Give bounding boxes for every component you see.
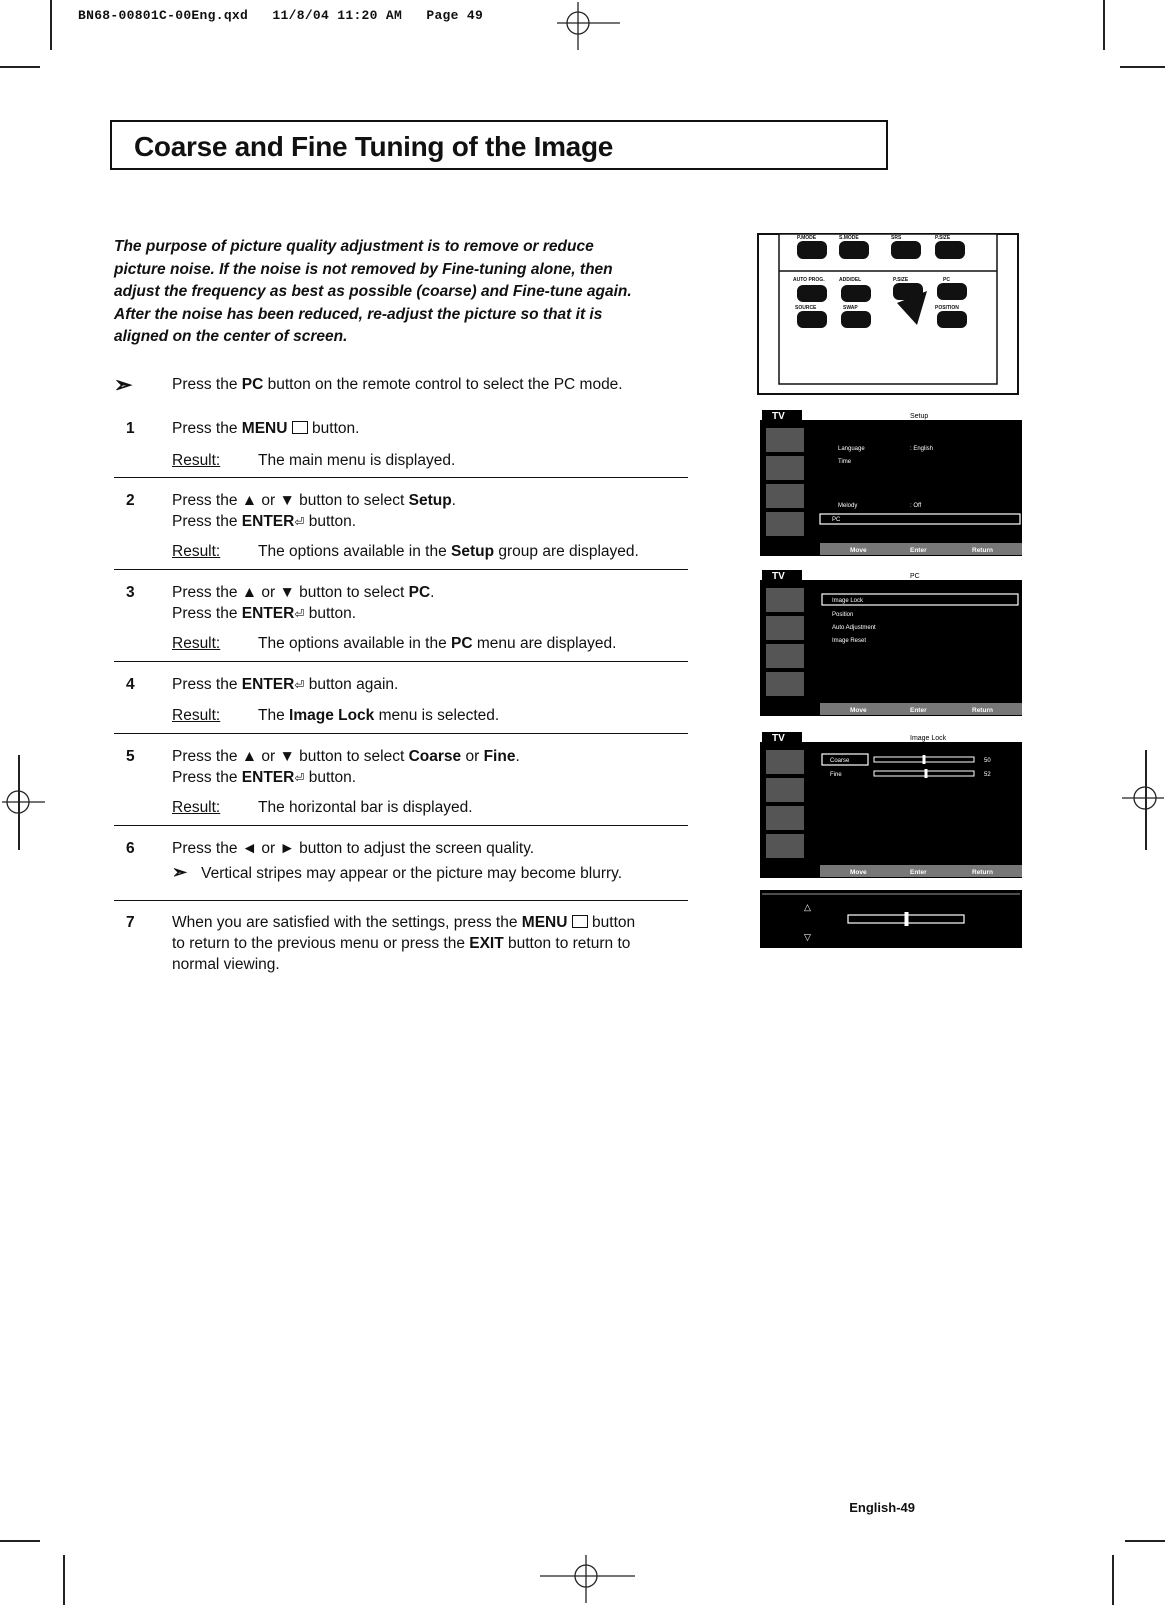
- crop-mark: [1103, 0, 1105, 50]
- step-divider: [114, 477, 688, 478]
- remote-label: P.MODE: [797, 235, 817, 241]
- osd-item-value: : English: [910, 446, 934, 452]
- down-arrow-icon: ▽: [804, 932, 811, 942]
- menu-icon: [572, 915, 588, 928]
- osd-footer-item: Enter: [910, 547, 927, 554]
- intro-line: aligned on the center of screen.: [114, 328, 348, 345]
- osd-tab-label: TV: [772, 733, 785, 744]
- remote-label: P.SIZE: [893, 277, 909, 283]
- crop-mark: [1125, 1540, 1165, 1542]
- fine-slider-knob: [925, 769, 928, 778]
- osd-footer-item: Move: [850, 547, 867, 554]
- osd-title: Image Lock: [910, 735, 947, 742]
- image-lock-screen: [760, 730, 1022, 878]
- intro-line: The purpose of picture quality adjustment is to remove or reduce: [114, 238, 594, 255]
- osd-item: Auto Adjustment: [832, 625, 876, 631]
- osd-item: Image Lock: [832, 598, 864, 604]
- crop-mark: [1120, 66, 1165, 68]
- remote-label: AUTO PROG.: [793, 277, 825, 283]
- note-arrow-icon: ➣: [172, 862, 188, 882]
- enter-icon: ⏎: [294, 607, 305, 621]
- crop-mark: [0, 66, 40, 68]
- pc-menu-screen: [760, 568, 1022, 716]
- remote-label: POSITION: [935, 305, 959, 311]
- osd-footer-item: Move: [850, 869, 867, 876]
- osd-item: Position: [832, 612, 854, 618]
- remote-label: SOURCE: [795, 305, 817, 311]
- step-divider: [114, 900, 688, 901]
- remote-label: P.SIZE: [935, 235, 951, 241]
- osd-footer-item: Enter: [910, 707, 927, 714]
- osd-item-value: 52: [984, 772, 991, 778]
- intro-line: picture noise. If the noise is not removed by Fine-tuning alone, then: [114, 260, 613, 278]
- step-divider: [114, 733, 688, 734]
- osd-footer-item: Enter: [910, 869, 927, 876]
- remote-label: PC: [943, 277, 950, 283]
- osd-tab-label: TV: [772, 571, 785, 582]
- remote-control-illustration: [757, 233, 1019, 395]
- step-divider: [114, 569, 688, 570]
- remote-label: SWAP: [843, 305, 858, 311]
- registration-mark: [555, 0, 625, 52]
- osd-item: Image Reset: [832, 638, 867, 644]
- osd-item: Coarse: [830, 758, 850, 764]
- osd-footer-item: Move: [850, 707, 867, 714]
- crop-mark: [1112, 1555, 1114, 1605]
- osd-footer-item: Return: [972, 547, 993, 554]
- registration-mark: [0, 782, 50, 832]
- osd-item: PC: [832, 517, 841, 523]
- registration-mark: [540, 1555, 640, 1605]
- osd-title: PC: [910, 573, 920, 580]
- menu-icon: [292, 421, 308, 434]
- osd-item: Time: [838, 459, 852, 465]
- osd-footer-item: Return: [972, 869, 993, 876]
- page-title: Coarse and Fine Tuning of the Image: [134, 131, 614, 162]
- page-number: English-49: [849, 1500, 915, 1515]
- enter-icon: ⏎: [294, 771, 305, 785]
- crop-mark: [50, 0, 52, 50]
- step-divider: [114, 661, 688, 662]
- osd-footer-item: Return: [972, 707, 993, 714]
- page-title-box: [110, 120, 888, 170]
- remote-label: ADD/DEL: [839, 277, 862, 283]
- enter-icon: ⏎: [294, 515, 305, 529]
- setup-menu-screen: [760, 408, 1022, 556]
- remote-label: SRS: [891, 235, 902, 241]
- osd-item-value: 50: [984, 758, 991, 764]
- osd-tab-label: TV: [772, 411, 785, 422]
- crop-mark: [63, 1555, 65, 1605]
- osd-item: Fine: [830, 772, 842, 778]
- osd-item-value: : Off: [910, 503, 922, 509]
- remote-label: S.MODE: [839, 235, 859, 241]
- intro-line: After the noise has been reduced, re-adjust the picture so that it is: [114, 305, 603, 323]
- osd-item: Language: [838, 446, 865, 452]
- step-divider: [114, 825, 688, 826]
- horizontal-bar-screen: [760, 890, 1022, 948]
- intro-paragraph: [114, 236, 694, 349]
- note-arrow-icon: ➣: [114, 372, 133, 397]
- osd-title: Setup: [910, 413, 929, 420]
- adjust-bar-knob: [905, 912, 909, 926]
- crop-mark: [0, 1540, 40, 1542]
- up-arrow-icon: △: [804, 902, 811, 912]
- file-header: BN68-00801C-00Eng.qxd 11/8/04 11:20 AM Page 49: [78, 8, 484, 23]
- intro-line: adjust the frequency as best as possible (coarse) and Fine-tune again.: [114, 283, 632, 300]
- enter-icon: ⏎: [294, 678, 305, 692]
- coarse-slider-knob: [923, 755, 926, 764]
- registration-mark: [1120, 778, 1165, 823]
- osd-item: Melody: [838, 503, 858, 509]
